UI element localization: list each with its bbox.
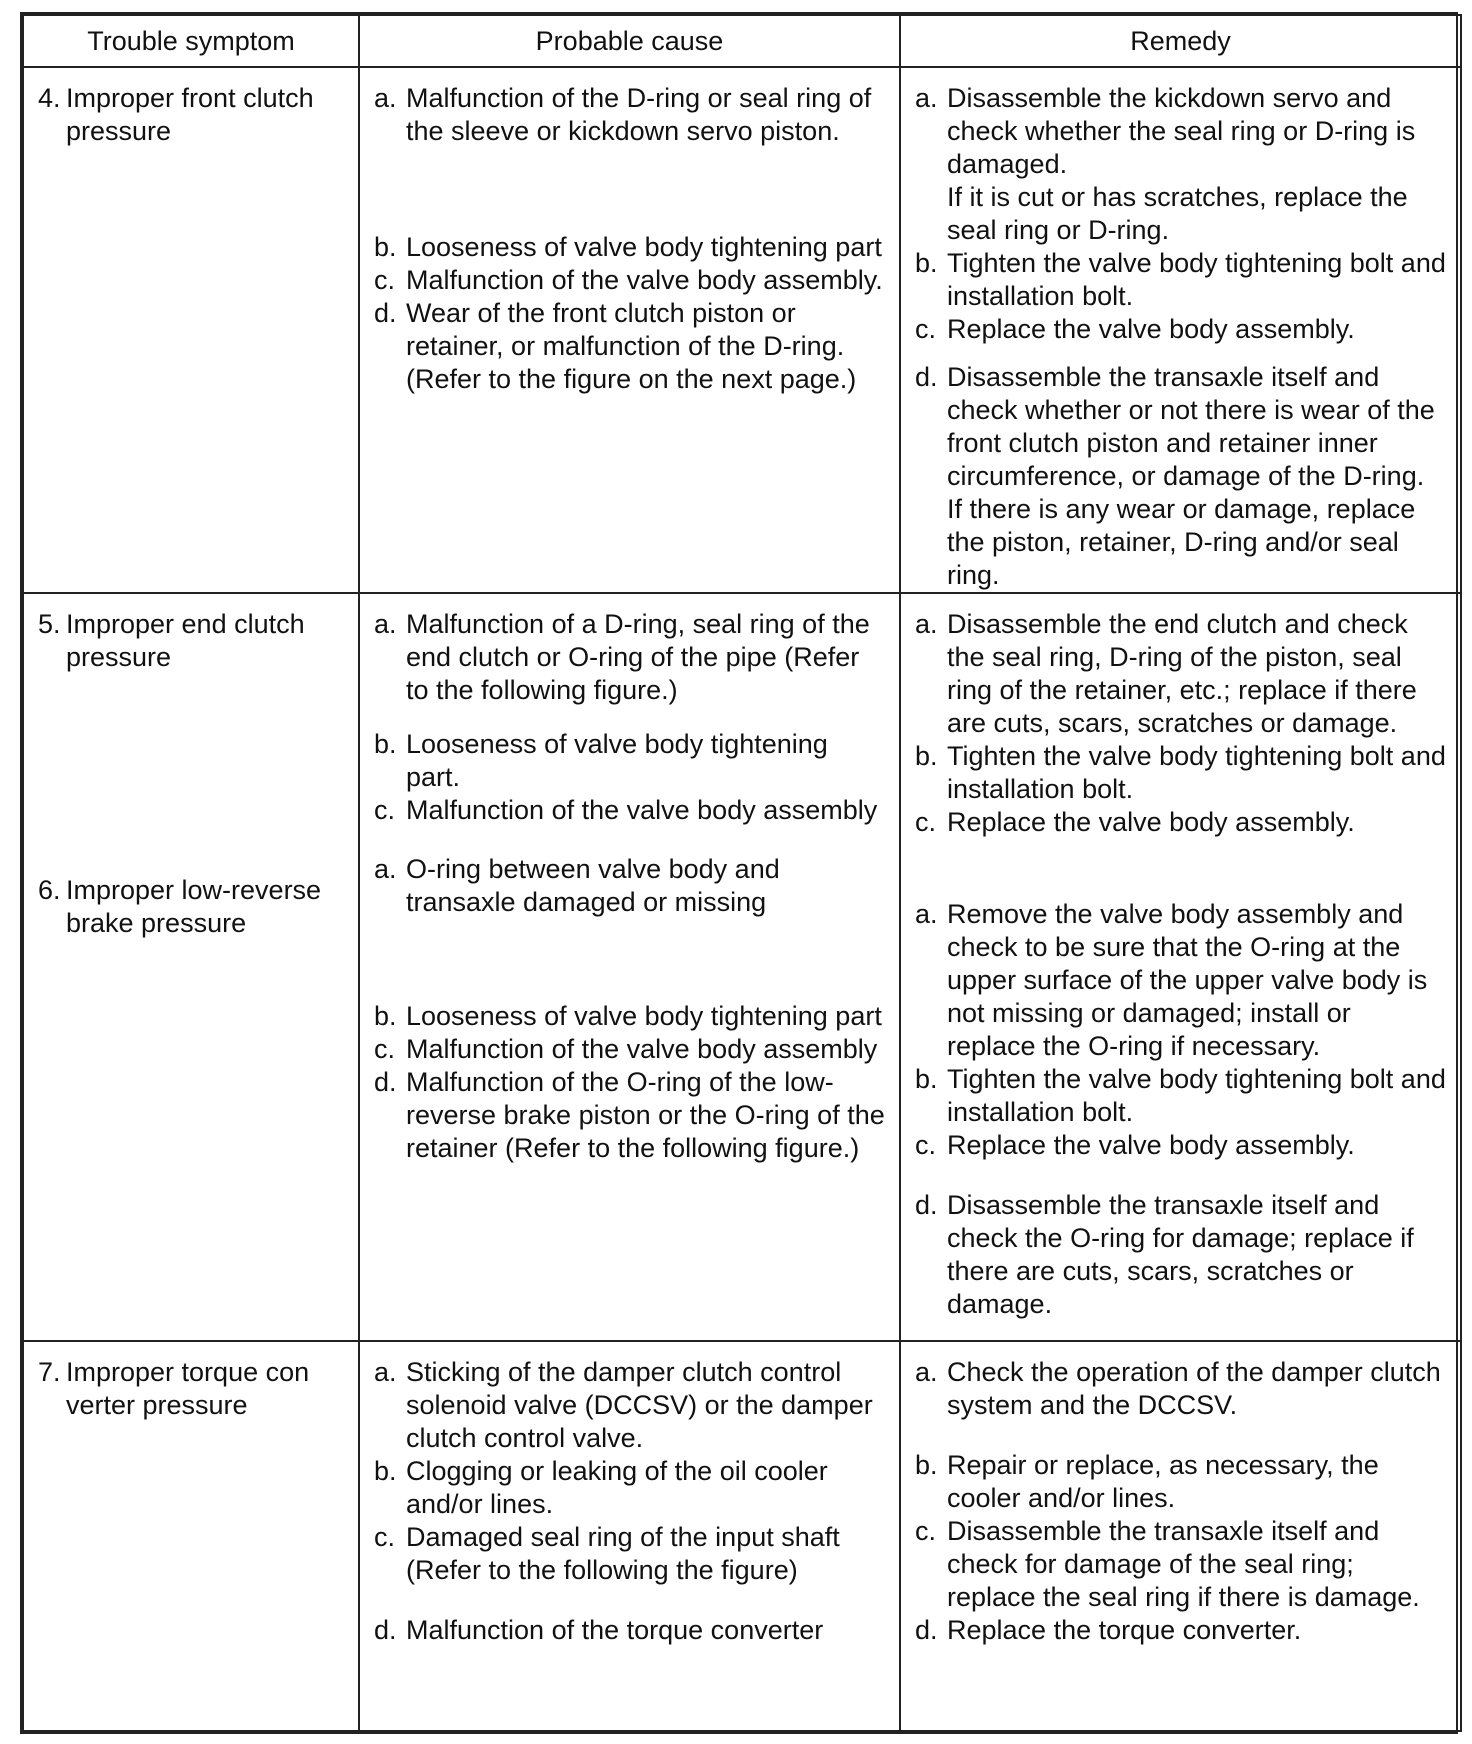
cause-letter: a. bbox=[374, 1357, 397, 1387]
symptom-text: Improper low-reverse brake pressure bbox=[66, 875, 322, 938]
remedy-text: Replace the valve body assembly. bbox=[947, 807, 1355, 837]
header-row bbox=[23, 15, 1461, 67]
remedy-cell bbox=[900, 1341, 1461, 1731]
header-trouble-symptom: Trouble symptom bbox=[23, 15, 359, 67]
troubleshooting-table bbox=[22, 14, 1462, 1732]
remedy-text-note: If there is any wear or damage, replace the piston, retainer, D-ring and/or seal ring. bbox=[947, 494, 1416, 590]
table-row bbox=[23, 593, 1461, 1341]
cause-text: Wear of the front clutch piston or retainer, or malfunction of the D-ring. (Refer to the figure on the next page.) bbox=[406, 298, 857, 394]
remedy-letter: a. bbox=[915, 609, 938, 639]
cause-letter: b. bbox=[374, 1456, 397, 1486]
cause-letter: c. bbox=[374, 265, 396, 295]
remedy-letter: a. bbox=[915, 1357, 938, 1387]
symptom-cell bbox=[23, 67, 359, 593]
symptom-cell bbox=[23, 593, 359, 1341]
cause-text: Malfunction of the torque converter bbox=[406, 1615, 824, 1645]
cause-text: Damaged seal ring of the input shaft (Refer to the following the figure) bbox=[406, 1522, 840, 1585]
symptom-text: Improper torque con verter pressure bbox=[66, 1357, 310, 1420]
header-remedy: Remedy bbox=[900, 15, 1461, 67]
cause-text: Malfunction of the valve body assembly bbox=[406, 795, 878, 825]
remedy-text: Tighten the valve body tightening bolt and installation bolt. bbox=[947, 741, 1446, 804]
remedy-letter: b. bbox=[915, 1064, 938, 1094]
cause-text: Clogging or leaking of the oil cooler and/or lines. bbox=[406, 1456, 828, 1519]
cause-cell bbox=[359, 67, 900, 593]
cause-text: Looseness of valve body tightening part. bbox=[406, 729, 828, 792]
symptom-number: 6. bbox=[38, 875, 61, 905]
troubleshooting-table-frame bbox=[20, 12, 1458, 1734]
cause-letter: d. bbox=[374, 1615, 397, 1645]
cause-cell bbox=[359, 1341, 900, 1731]
remedy-letter: c. bbox=[915, 1130, 937, 1160]
remedy-text: Replace the valve body assembly. bbox=[947, 1130, 1355, 1160]
cause-letter: a. bbox=[374, 83, 397, 113]
cause-letter: c. bbox=[374, 1522, 396, 1552]
header-probable-cause: Probable cause bbox=[359, 15, 900, 67]
remedy-letter: c. bbox=[915, 807, 937, 837]
cause-text: Malfunction of the valve body assembly bbox=[406, 1034, 878, 1064]
symptom-number: 7. bbox=[38, 1357, 61, 1387]
remedy-letter: a. bbox=[915, 899, 938, 929]
table-row bbox=[23, 67, 1461, 593]
cause-text: Looseness of valve body tightening part bbox=[406, 232, 882, 262]
symptom-number: 5. bbox=[38, 609, 61, 639]
cause-letter: b. bbox=[374, 729, 397, 759]
remedy-letter: d. bbox=[915, 362, 938, 392]
cause-letter: a. bbox=[374, 854, 397, 884]
remedy-letter: d. bbox=[915, 1615, 938, 1645]
remedy-text: Disassemble the kickdown servo and check whether the seal ring or D-ring is damaged. bbox=[947, 83, 1416, 179]
remedy-text: Replace the valve body assembly. bbox=[947, 314, 1355, 344]
remedy-text: Disassemble the transaxle itself and check for damage of the seal ring; replace the seal ring if there is damage. bbox=[947, 1516, 1420, 1612]
remedy-text: Replace the torque converter. bbox=[947, 1615, 1302, 1645]
remedy-text: Disassemble the end clutch and check the seal ring, D-ring of the piston, seal ring of the retainer, etc.; replace if there are cuts, scars, scratches or damage. bbox=[947, 609, 1417, 738]
remedy-cell bbox=[900, 593, 1461, 1341]
cause-text: O-ring between valve body and transaxle damaged or missing bbox=[406, 854, 780, 917]
cause-text: Malfunction of the valve body assembly. bbox=[406, 265, 883, 295]
remedy-letter: c. bbox=[915, 314, 937, 344]
cause-letter: b. bbox=[374, 1001, 397, 1031]
remedy-letter: b. bbox=[915, 1450, 938, 1480]
remedy-letter: d. bbox=[915, 1190, 938, 1220]
remedy-text: Repair or replace, as necessary, the cooler and/or lines. bbox=[947, 1450, 1379, 1513]
remedy-text: Tighten the valve body tightening bolt and installation bolt. bbox=[947, 248, 1446, 311]
cause-text: Malfunction of a D-ring, seal ring of the end clutch or O-ring of the pipe (Refer to the following figure.) bbox=[406, 609, 870, 705]
cause-letter: a. bbox=[374, 609, 397, 639]
remedy-text: Remove the valve body assembly and check to be sure that the O-ring at the upper surface of the upper valve body is not missing or damaged; install or replace the O-ring if necessary. bbox=[947, 899, 1428, 1061]
cause-text: Malfunction of the O-ring of the low-reverse brake piston or the O-ring of the retainer (Refer to the following figure.) bbox=[406, 1067, 885, 1163]
table-row bbox=[23, 1341, 1461, 1731]
cause-text: Sticking of the damper clutch control solenoid valve (DCCSV) or the damper clutch control valve. bbox=[406, 1357, 873, 1453]
cause-letter: d. bbox=[374, 298, 397, 328]
cause-text: Looseness of valve body tightening part bbox=[406, 1001, 882, 1031]
symptom-text: Improper front clutch pressure bbox=[66, 83, 314, 146]
remedy-text: Check the operation of the damper clutch system and the DCCSV. bbox=[947, 1357, 1441, 1420]
remedy-letter: c. bbox=[915, 1516, 937, 1546]
remedy-cell bbox=[900, 67, 1461, 593]
symptom-text: Improper end clutch pressure bbox=[66, 609, 305, 672]
remedy-text: Disassemble the transaxle itself and check whether or not there is wear of the front clutch piston and retainer inner circumference, or damage of the D-ring. bbox=[947, 362, 1435, 491]
remedy-letter: b. bbox=[915, 248, 938, 278]
cause-letter: c. bbox=[374, 1034, 396, 1064]
cause-text: Malfunction of the D-ring or seal ring of the sleeve or kickdown servo piston. bbox=[406, 83, 872, 146]
remedy-text-note: If it is cut or has scratches, replace the seal ring or D-ring. bbox=[947, 182, 1408, 245]
remedy-letter: b. bbox=[915, 741, 938, 771]
cause-cell bbox=[359, 593, 900, 1341]
cause-letter: b. bbox=[374, 232, 397, 262]
symptom-cell bbox=[23, 1341, 359, 1731]
cause-letter: c. bbox=[374, 795, 396, 825]
remedy-text: Tighten the valve body tightening bolt and installation bolt. bbox=[947, 1064, 1446, 1127]
symptom-number: 4. bbox=[38, 83, 61, 113]
cause-letter: d. bbox=[374, 1067, 397, 1097]
remedy-letter: a. bbox=[915, 83, 938, 113]
remedy-text: Disassemble the transaxle itself and check the O-ring for damage; replace if there are cuts, scars, scratches or damage. bbox=[947, 1190, 1414, 1319]
